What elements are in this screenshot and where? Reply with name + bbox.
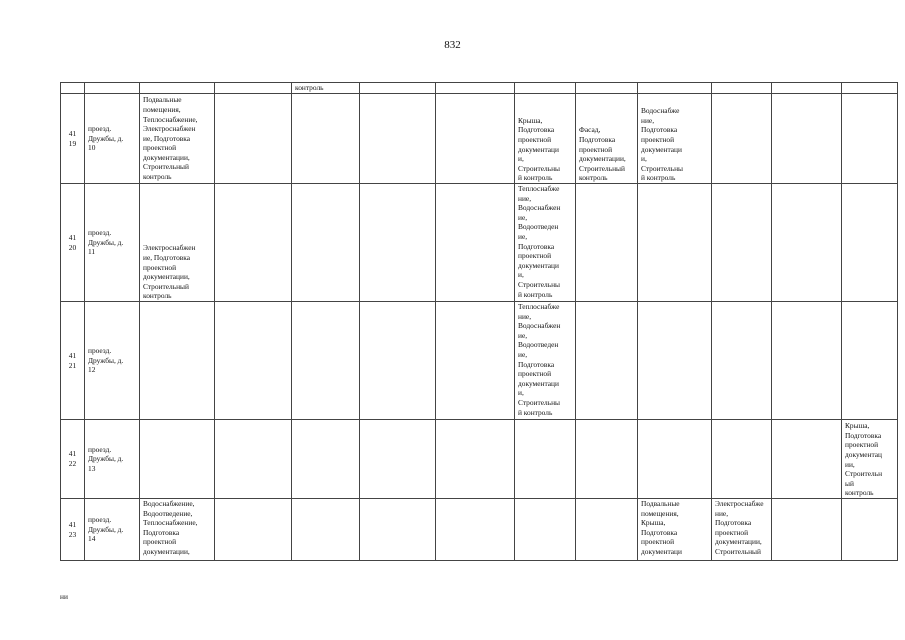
cell bbox=[292, 184, 360, 302]
cell bbox=[215, 83, 292, 94]
cell: Водоснабже ние, Подготовка проектной документаци и, Строительны й контроль bbox=[638, 94, 712, 184]
cell bbox=[292, 499, 360, 561]
cell bbox=[215, 184, 292, 302]
cell bbox=[576, 184, 638, 302]
cell-address: проезд. Дружбы, д. 13 bbox=[85, 420, 140, 499]
cell bbox=[842, 499, 898, 561]
cell bbox=[638, 83, 712, 94]
cell bbox=[638, 420, 712, 499]
cell bbox=[842, 94, 898, 184]
cell bbox=[360, 94, 436, 184]
cell bbox=[215, 499, 292, 561]
cell bbox=[436, 83, 515, 94]
footer-note: ни bbox=[60, 592, 68, 601]
cell bbox=[576, 302, 638, 420]
cell bbox=[515, 420, 576, 499]
cell bbox=[576, 499, 638, 561]
table-row bbox=[61, 302, 898, 420]
table-row bbox=[61, 83, 898, 94]
cell bbox=[292, 302, 360, 420]
cell-works bbox=[140, 83, 215, 94]
cell-address: проезд. Дружбы, д. 14 bbox=[85, 499, 140, 561]
cell: Крыша, Подготовка проектной документаци и, Строительны й контроль bbox=[515, 94, 576, 184]
table-row bbox=[61, 499, 898, 561]
cell bbox=[712, 83, 772, 94]
cell bbox=[292, 94, 360, 184]
cell bbox=[638, 302, 712, 420]
cell-address: проезд. Дружбы, д. 12 bbox=[85, 302, 140, 420]
cell bbox=[515, 499, 576, 561]
cell: Фасад, Подготовка проектной документации, Строительный контроль bbox=[576, 94, 638, 184]
cell bbox=[215, 302, 292, 420]
cell-address: проезд. Дружбы, д. 11 bbox=[85, 184, 140, 302]
cell bbox=[842, 302, 898, 420]
cell bbox=[292, 420, 360, 499]
cell-num: 41 22 bbox=[61, 420, 85, 499]
cell-works: Водоснабжение, Водоотведение, Теплоснабжение, Подготовка проектной документации, bbox=[140, 499, 215, 561]
cell-num: 41 20 bbox=[61, 184, 85, 302]
cell bbox=[772, 94, 842, 184]
cell bbox=[436, 302, 515, 420]
table-row bbox=[61, 420, 898, 499]
cell bbox=[215, 94, 292, 184]
cell-num: 41 21 bbox=[61, 302, 85, 420]
cell bbox=[772, 499, 842, 561]
cell: Крыша, Подготовка проектной документац ии, Строительн ый контроль bbox=[842, 420, 898, 499]
cell-address bbox=[85, 83, 140, 94]
table-row bbox=[61, 184, 898, 302]
cell bbox=[436, 184, 515, 302]
cell bbox=[772, 184, 842, 302]
cell-works bbox=[140, 420, 215, 499]
cell: контроль bbox=[292, 83, 360, 94]
cell bbox=[772, 420, 842, 499]
cell: Подвальные помещения, Крыша, Подготовка проектной документаци bbox=[638, 499, 712, 561]
cell bbox=[772, 302, 842, 420]
cell bbox=[360, 499, 436, 561]
cell bbox=[842, 83, 898, 94]
repair-schedule-table bbox=[60, 82, 898, 561]
cell bbox=[638, 184, 712, 302]
cell bbox=[515, 83, 576, 94]
page-number: 832 bbox=[444, 39, 461, 51]
cell bbox=[712, 420, 772, 499]
cell bbox=[712, 184, 772, 302]
cell bbox=[360, 420, 436, 499]
cell bbox=[436, 499, 515, 561]
cell bbox=[772, 83, 842, 94]
cell bbox=[436, 420, 515, 499]
cell bbox=[576, 420, 638, 499]
cell bbox=[712, 94, 772, 184]
cell: Теплоснабже ние, Водоснабжен ие, Водоотведен ие, Подготовка проектной документаци и, Строительны й контроль bbox=[515, 302, 576, 420]
table-row bbox=[61, 94, 898, 184]
cell-num bbox=[61, 83, 85, 94]
cell: Теплоснабже ние, Водоснабжен ие, Водоотведен ие, Подготовка проектной документаци и, Строительны й контроль bbox=[515, 184, 576, 302]
cell-works: Подвальные помещения, Теплоснабжение, Электроснабжен ие, Подготовка проектной документации, Строительный контроль bbox=[140, 94, 215, 184]
cell bbox=[436, 94, 515, 184]
cell bbox=[360, 302, 436, 420]
cell bbox=[842, 184, 898, 302]
cell: Электроснабже ние, Подготовка проектной документации, Строительный bbox=[712, 499, 772, 561]
cell-works bbox=[140, 302, 215, 420]
cell-address: проезд. Дружбы, д. 10 bbox=[85, 94, 140, 184]
cell bbox=[360, 83, 436, 94]
cell-num: 41 19 bbox=[61, 94, 85, 184]
cell bbox=[215, 420, 292, 499]
cell bbox=[712, 302, 772, 420]
cell-num: 41 23 bbox=[61, 499, 85, 561]
cell-works: Электроснабжен ие, Подготовка проектной документации, Строительный контроль bbox=[140, 184, 215, 302]
cell bbox=[576, 83, 638, 94]
cell bbox=[360, 184, 436, 302]
